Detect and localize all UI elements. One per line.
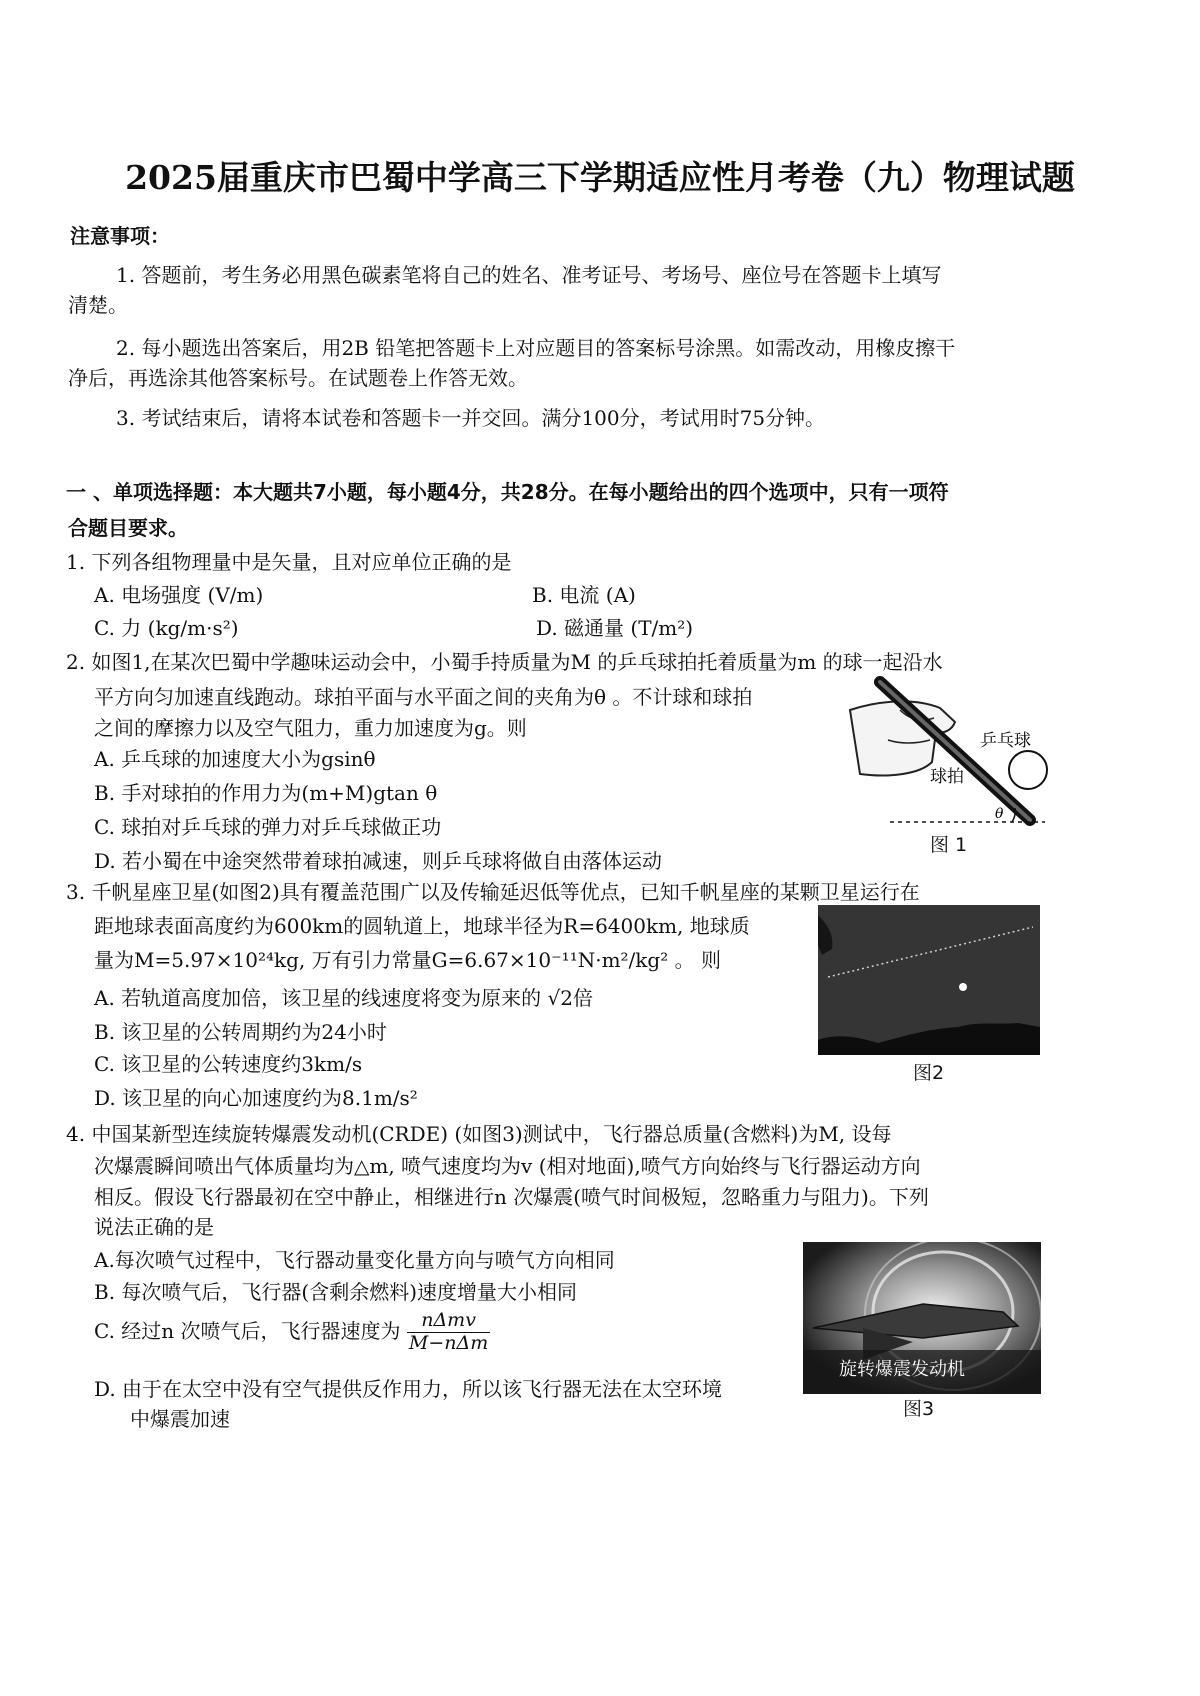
- q4-option-d-line-2: 中爆震加速: [130, 1407, 230, 1431]
- q4-stem-line-3: 相反。假设飞行器最初在空中静止，相继进行n 次爆震(喷气时间极短，忽略重力与阻力)。下列: [94, 1185, 929, 1209]
- q3-option-d: D. 该卫星的向心加速度约为8.1m/s²: [94, 1086, 418, 1110]
- angle-label: θ: [995, 806, 1004, 822]
- q3-stem-line-2: 距地球表面高度约为600km的圆轨道上，地球半径为R=6400km, 地球质: [94, 914, 750, 938]
- notice-item-2-line-1: 2. 每小题选出答案后，用2B 铅笔把答题卡上对应题目的答案标号涂黑。如需改动，用橡皮擦干: [116, 336, 956, 360]
- bright-star: [959, 983, 967, 991]
- q4-option-d-line-1: D. 由于在太空中没有空气提供反作用力，所以该飞行器无法在太空环境: [94, 1377, 723, 1401]
- notice-item-2-line-2: 净后，再选涂其他答案标号。在试题卷上作答无效。: [68, 366, 528, 390]
- q1-option-b: B. 电流 (A): [532, 583, 636, 607]
- notice-item-1-line-1: 1. 答题前，考生务必用黑色碳素笔将自己的姓名、准考证号、考场号、座位号在答题卡上填写: [116, 263, 942, 287]
- q4-stem-line-4: 说法正确的是: [94, 1215, 214, 1239]
- q4-stem-line-1: 4. 中国某新型连续旋转爆震发动机(CRDE) (如图3)测试中，飞行器总质量(含燃料)为M, 设每: [66, 1122, 892, 1146]
- q4-option-c-text: C. 经过n 次喷气后，飞行器速度为: [94, 1318, 401, 1343]
- q2-option-b: B. 手对球拍的作用力为(m+M)gtan θ: [94, 781, 438, 805]
- q3-option-a: A. 若轨道高度加倍，该卫星的线速度将变为原来的 √2倍: [94, 986, 593, 1010]
- ball-label: 乒乓球: [980, 731, 1031, 751]
- figure-3: [803, 1242, 1041, 1420]
- engine-label: 旋转爆震发动机: [839, 1359, 965, 1380]
- page-title: 2025届重庆市巴蜀中学高三下学期适应性月考卷（九）物理试题: [125, 158, 1075, 197]
- q2-stem-line-1: 2. 如图1,在某次巴蜀中学趣味运动会中，小蜀手持质量为M 的乒乓球拍托着质量为m 的球一起沿水: [66, 650, 943, 674]
- q2-option-c: C. 球拍对乒乓球的弹力对乒乓球做正功: [94, 815, 442, 839]
- q4-stem-line-2: 次爆震瞬间喷出气体质量均为△m, 喷气速度均为v (相对地面),喷气方向始终与飞行器运动方向: [94, 1154, 921, 1178]
- q3-stem-line-3: 量为M=5.97×10²⁴kg, 万有引力常量G=6.67×10⁻¹¹N·m²/kg² 。 则: [94, 948, 721, 972]
- fraction-numerator: nΔmv: [407, 1310, 490, 1333]
- q2-option-d: D. 若小蜀在中途突然带着球拍减速，则乒乓球将做自由落体运动: [94, 849, 663, 873]
- q1-option-c: C. 力 (kg/m·s²): [94, 616, 239, 640]
- q4-option-c-fraction: [407, 1310, 490, 1355]
- q3-option-b: B. 该卫星的公转周期约为24小时: [94, 1020, 387, 1044]
- q2-stem-line-3: 之间的摩擦力以及空气阻力，重力加速度为g。则: [94, 716, 527, 740]
- section-1-heading-line-1: 一 、单项选择题：本大题共7小题，每小题4分，共28分。在每小题给出的四个选项中，只有一项符: [66, 480, 949, 504]
- figure-1-caption: 图 1: [930, 834, 968, 856]
- q1-option-d: D. 磁通量 (T/m²): [536, 616, 694, 640]
- q1-option-a: A. 电场强度 (V/m): [94, 583, 264, 607]
- q4-option-c: [94, 1310, 490, 1355]
- q3-option-c: C. 该卫星的公转速度约3km/s: [94, 1052, 363, 1076]
- figure-1: [840, 670, 1050, 860]
- notice-item-1-line-2: 清楚。: [68, 293, 128, 317]
- fraction-denominator: M−nΔm: [408, 1331, 489, 1354]
- q2-stem-line-2: 平方向匀加速直线跑动。球拍平面与水平面之间的夹角为θ 。不计球和球拍: [94, 685, 753, 709]
- notice-item-3: 3. 考试结束后，请将本试卷和答题卡一并交回。满分100分，考试用时75分钟。: [116, 406, 826, 430]
- ball-shape: [1009, 751, 1047, 789]
- q4-option-a: A.每次喷气过程中，飞行器动量变化量方向与喷气方向相同: [94, 1248, 615, 1272]
- paddle-label: 球拍: [930, 767, 964, 787]
- q4-option-b: B. 每次喷气后，飞行器(含剩余燃料)速度增量大小相同: [94, 1280, 578, 1304]
- section-1-heading-line-2: 合题目要求。: [68, 516, 188, 540]
- figure-2: [818, 905, 1040, 1084]
- figure-3-caption: 图3: [903, 1398, 935, 1420]
- figure-2-caption: 图2: [913, 1062, 945, 1084]
- q2-option-a: A. 乒乓球的加速度大小为gsinθ: [94, 747, 376, 771]
- night-sky-photo: [818, 905, 1040, 1055]
- notice-heading: 注意事项：: [70, 224, 170, 248]
- engine-photo: [803, 1242, 1041, 1394]
- q1-stem: 1. 下列各组物理量中是矢量，且对应单位正确的是: [66, 550, 512, 574]
- q3-stem-line-1: 3. 千帆星座卫星(如图2)具有覆盖范围广以及传输延迟低等优点，已知千帆星座的某颗卫星运行在: [66, 880, 920, 904]
